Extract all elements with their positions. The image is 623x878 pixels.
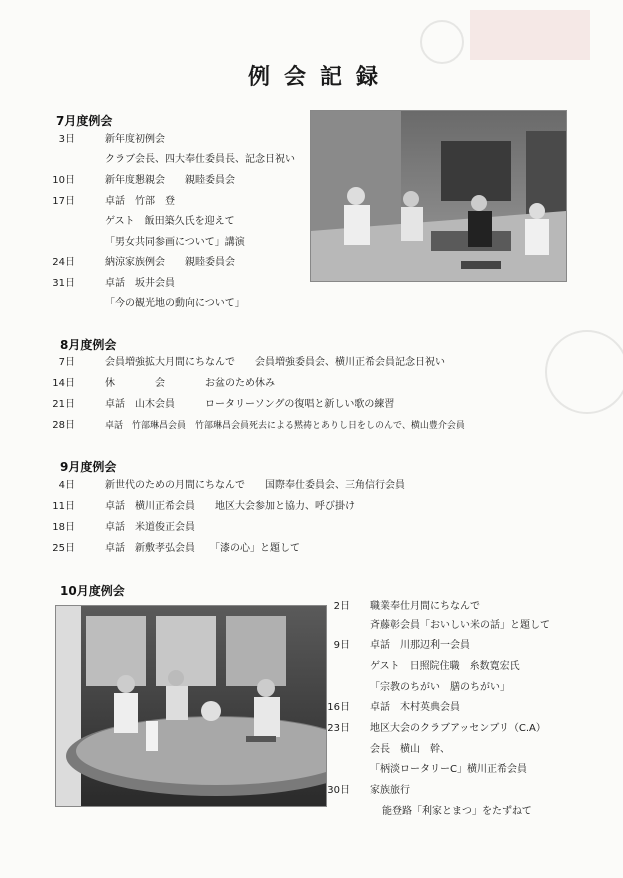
bleed-through-circle <box>545 330 623 414</box>
july-heading: 7月度例会 <box>56 114 113 128</box>
photo-meeting-round-table <box>55 605 327 807</box>
september-heading: 9月度例会 <box>60 460 117 474</box>
page-title: 例会記録 <box>247 64 392 90</box>
october-heading: 10月度例会 <box>60 584 125 598</box>
photo-meeting-tatami <box>310 110 567 282</box>
bleed-through-block <box>470 10 590 60</box>
round-table-photo-graphic <box>56 606 326 806</box>
bleed-through-seal <box>420 20 464 64</box>
august-heading: 8月度例会 <box>60 338 117 352</box>
meeting-photo-graphic <box>311 111 566 281</box>
